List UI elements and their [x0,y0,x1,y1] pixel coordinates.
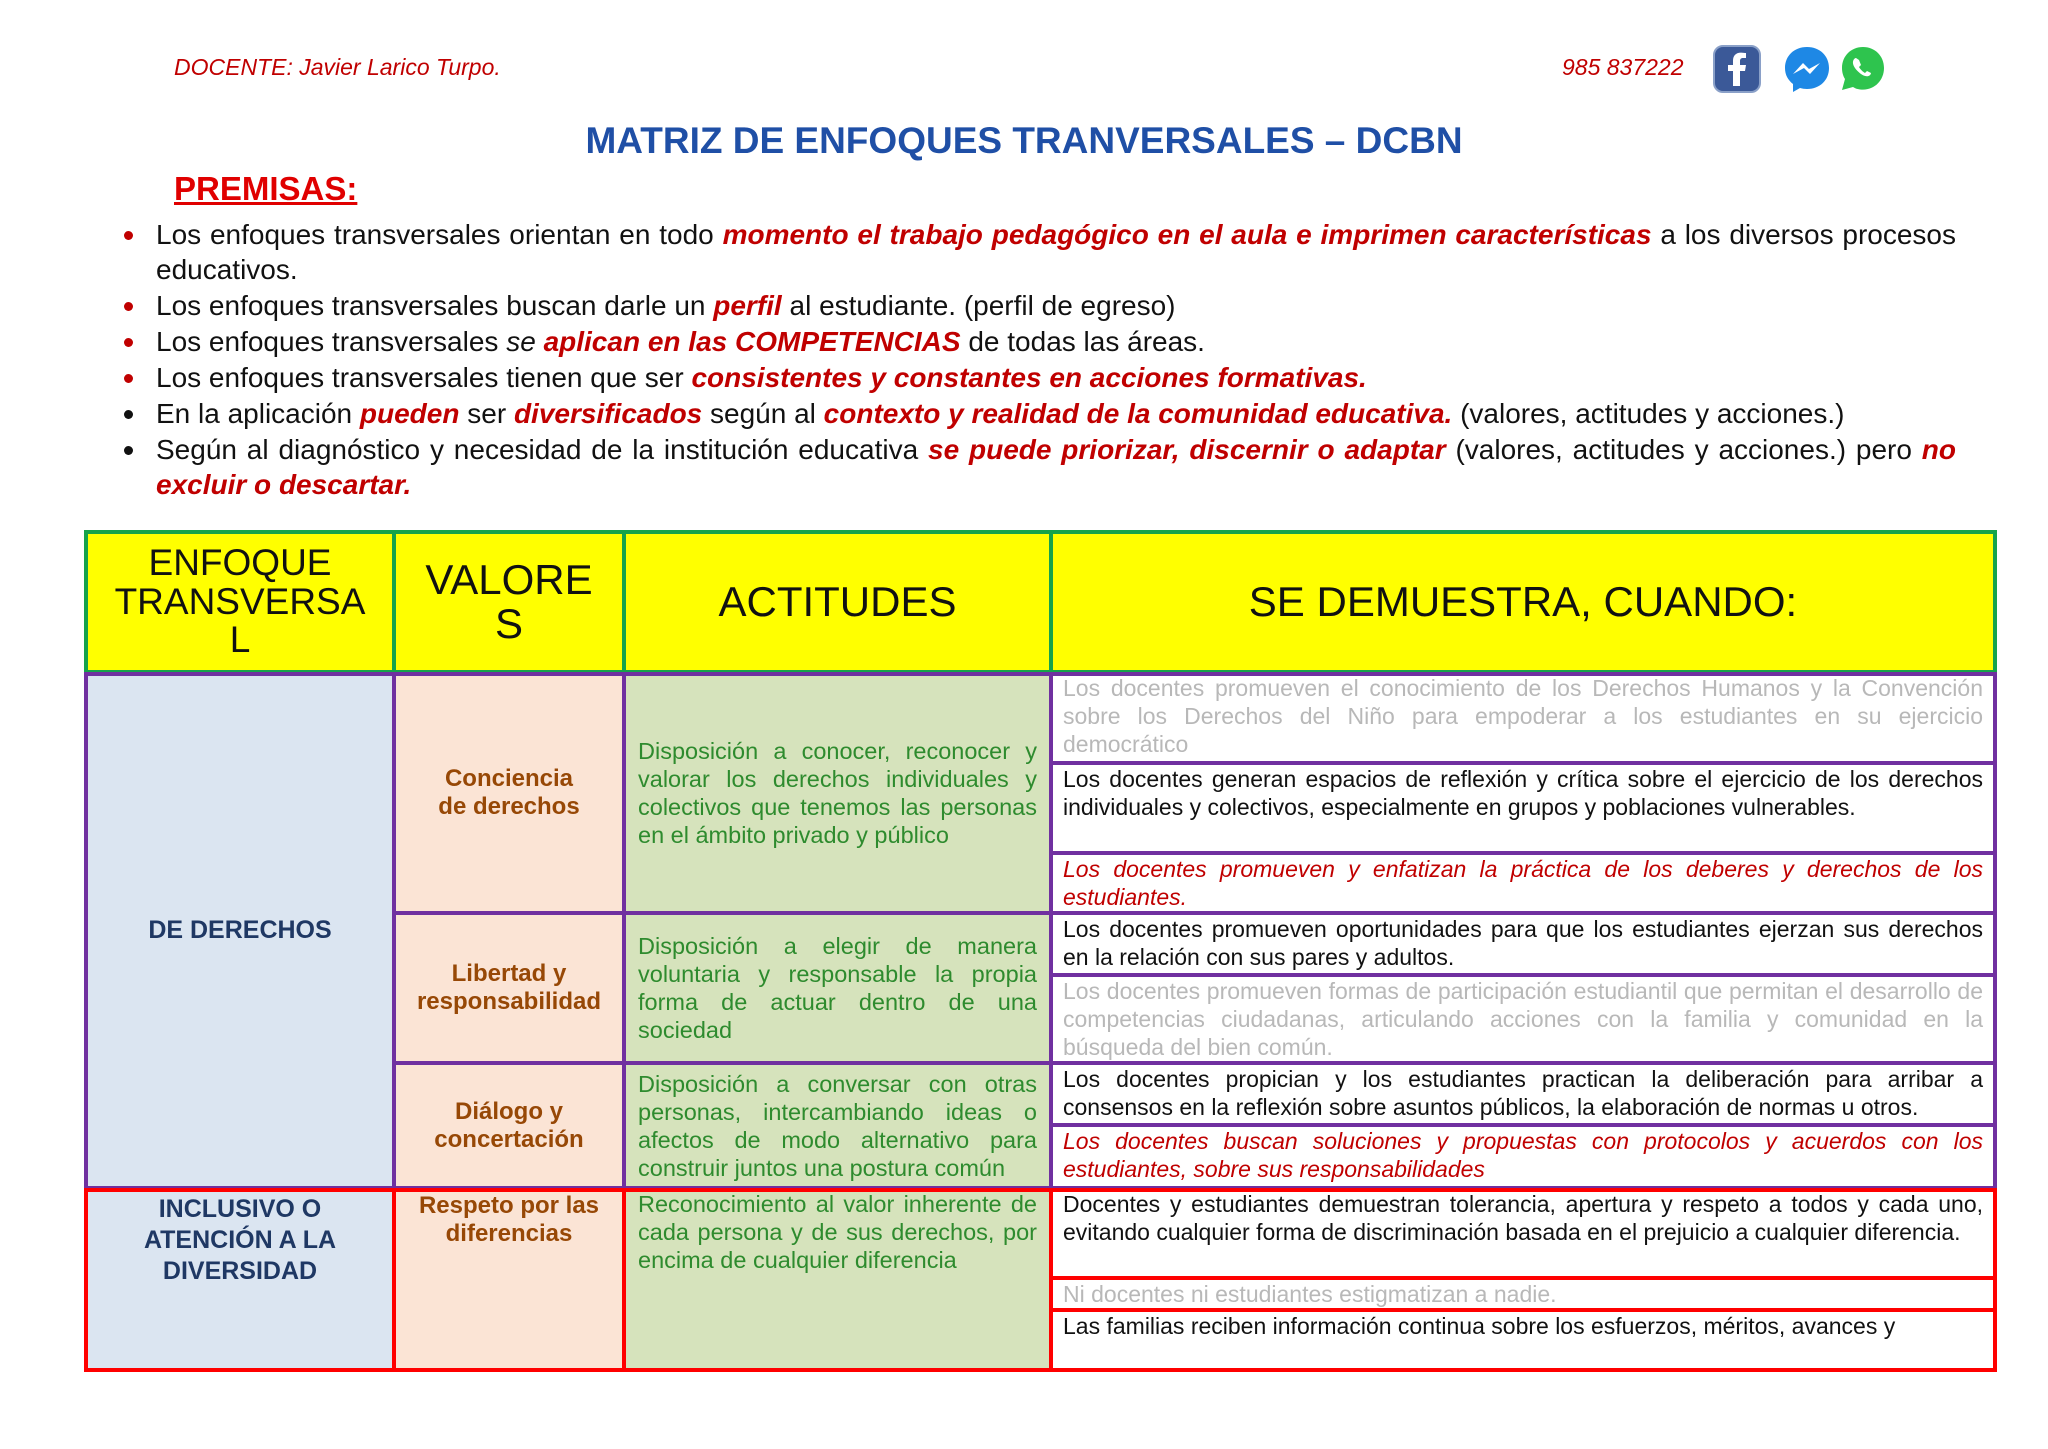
list-item: En la aplicación pueden ser diversificados según al contexto y realidad de la comunidad educativa. (valores, actitudes y acciones.) [124,396,1956,431]
demuestra-6: Los docentes propician y los estudiantes practican la deliberación para arribar a consensos en la reflexión sobre asuntos públicos, la elaboración de normas u otros. [1051,1063,1995,1125]
valor-libertad: Libertad y responsabilidad [394,913,624,1063]
enfoque-de-derechos: DE DERECHOS [86,672,394,1188]
actitud-1: Disposición a conocer, reconocer y valorar los derechos individuales y colectivos que tenemos las personas en el ámbito privado y público [624,672,1051,913]
phone-number: 985 837222 [1562,54,1684,80]
valor-respeto: Respeto por las diferencias [394,1188,624,1370]
demuestra-9: Ni docentes ni estudiantes estigmatizan a nadie. [1051,1278,1995,1310]
valor-conciencia: Conciencia de derechos [394,672,624,913]
demuestra-1: Los docentes promueven el conocimiento de los Derechos Humanos y la Convención sobre los Derechos del Niño para empoderar a los estudiantes en su ejercicio democrático [1051,672,1995,763]
demuestra-7: Los docentes buscan soluciones y propuestas con protocolos y acuerdos con los estudiantes, sobre sus responsabilidades [1051,1125,1995,1188]
actitud-2: Disposición a elegir de manera voluntaria y responsable la propia forma de actuar dentro de una sociedad [624,913,1051,1063]
list-item: Los enfoques transversales se aplican en las COMPETENCIAS de todas las áreas. [124,324,1956,359]
header-enfoque: ENFOQUE TRANSVERSA L [86,532,394,672]
demuestra-2: Los docentes generan espacios de reflexión y crítica sobre el ejercicio de los derechos individuales y colectivos, especialmente en grupos y poblaciones vulnerables. [1051,763,1995,853]
list-item: Según al diagnóstico y necesidad de la institución educativa se puede priorizar, discernir o adaptar (valores, actitudes y acciones.) pero no excluir o descartar. [124,432,1956,502]
header-valores: VALORE S [394,532,624,672]
demuestra-10: Las familias reciben información continua sobre los esfuerzos, méritos, avances y [1051,1310,1995,1370]
demuestra-8: Docentes y estudiantes demuestran tolerancia, apertura y respeto a todos y cada uno, evitando cualquier forma de discriminación basada en el prejuicio a cualquier diferencia. [1051,1188,1995,1278]
list-item: Los enfoques transversales buscan darle un perfil al estudiante. (perfil de egreso) [124,288,1956,323]
demuestra-4: Los docentes promueven oportunidades para que los estudiantes ejerzan sus derechos en la relación con sus pares y adultos. [1051,913,1995,975]
demuestra-3: Los docentes promueven y enfatizan la práctica de los deberes y derechos de los estudiantes. [1051,853,1995,913]
header-actitudes: ACTITUDES [624,532,1051,672]
valor-dialogo: Diálogo y concertación [394,1063,624,1188]
actitud-3: Disposición a conversar con otras personas, intercambiando ideas o afectos de modo alternativo para construir juntos una postura común [624,1063,1051,1188]
actitud-4: Reconocimiento al valor inherente de cada persona y de sus derechos, por encima de cualquier diferencia [624,1188,1051,1370]
demuestra-5: Los docentes promueven formas de participación estudiantil que permitan el desarrollo de competencias ciudadanas, articulando acciones con la familia y comunidad en la búsqueda del bien común. [1051,975,1995,1063]
header-se-demuestra: SE DEMUESTRA, CUANDO: [1051,532,1995,672]
premisas-heading: PREMISAS: [174,170,358,207]
list-item: Los enfoques transversales tienen que ser consistentes y constantes en acciones formativas. [124,360,1956,395]
enfoque-inclusivo: INCLUSIVO O ATENCIÓN A LA DIVERSIDAD [86,1188,394,1370]
page-title: MATRIZ DE ENFOQUES TRANVERSALES – DCBN [585,120,1463,161]
list-item: Los enfoques transversales orientan en todo momento el trabajo pedagógico en el aula e imprimen características a los diversos procesos educativos. [124,217,1956,287]
teacher-label: DOCENTE: Javier Larico Turpo. [174,54,501,80]
